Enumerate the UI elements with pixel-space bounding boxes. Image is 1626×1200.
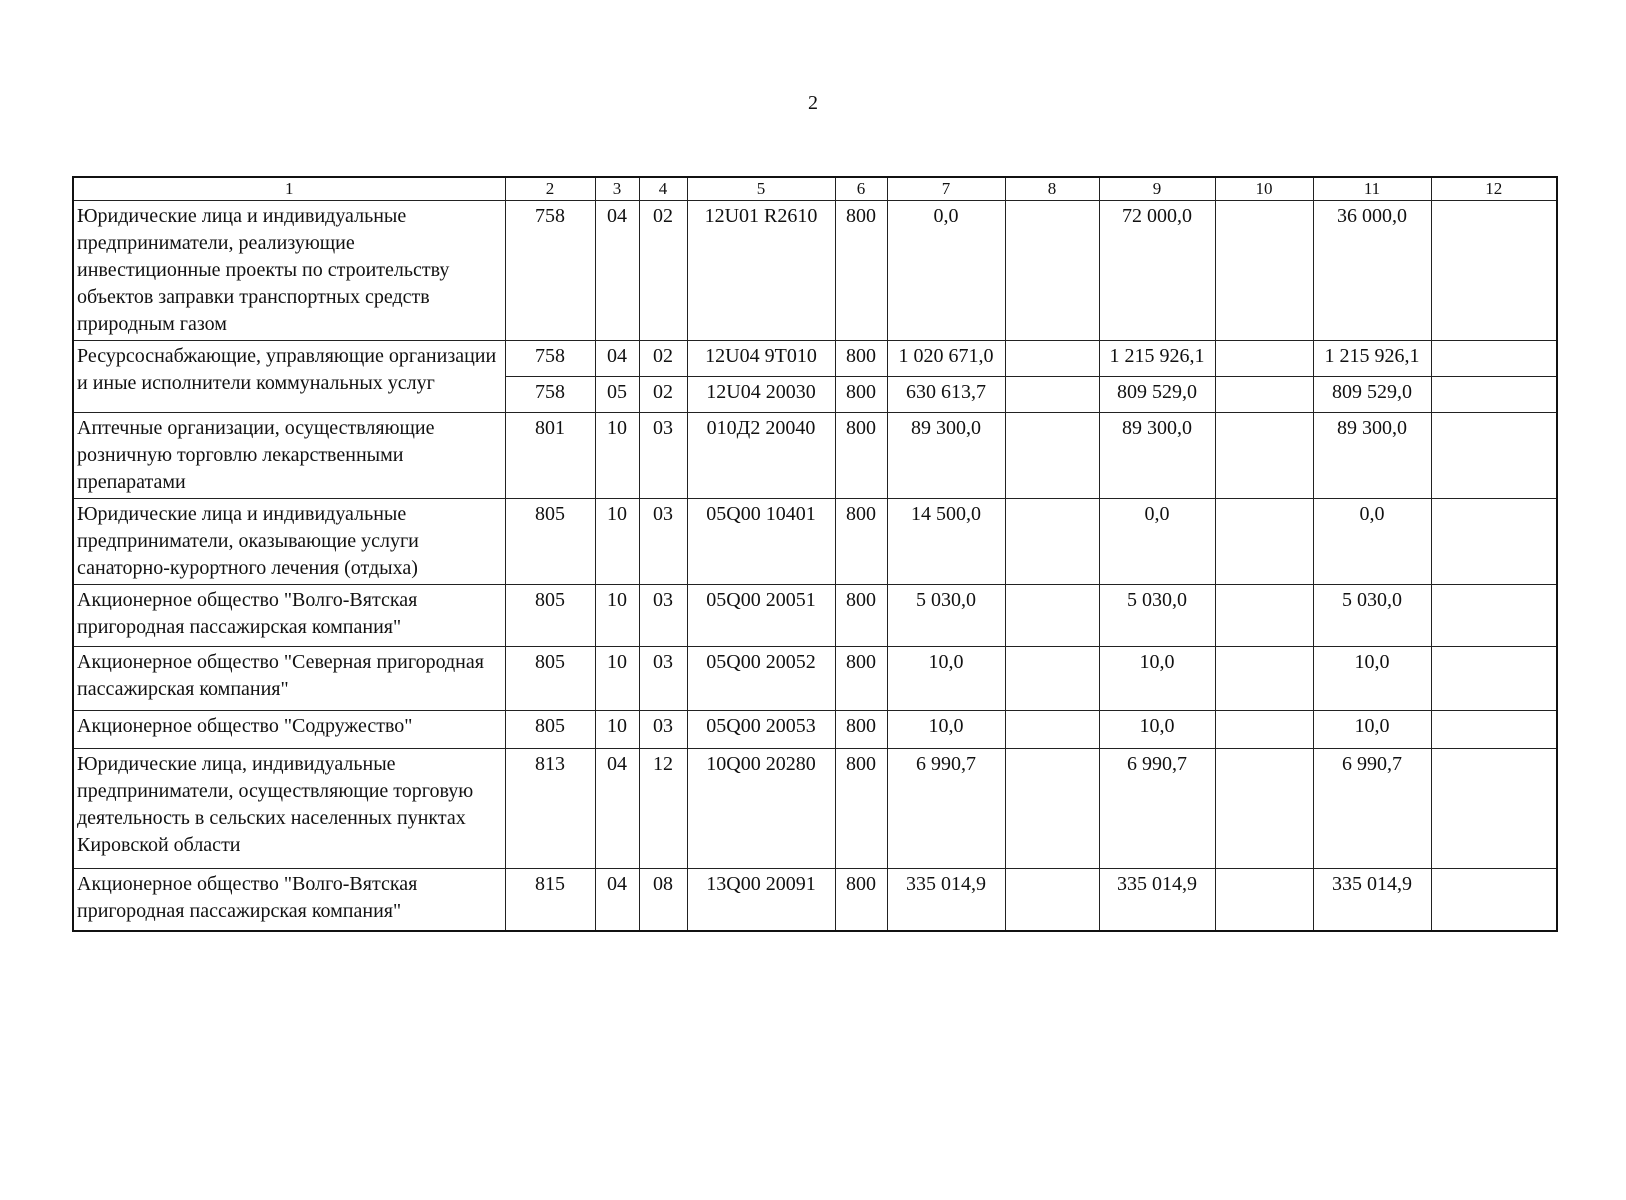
cell-col-11: 5 030,0 [1313, 585, 1431, 647]
cell-col-3: 04 [595, 201, 639, 341]
cell-col-8 [1005, 499, 1099, 585]
cell-col-11: 6 990,7 [1313, 749, 1431, 869]
cell-col-9: 335 014,9 [1099, 869, 1215, 931]
cell-col-10 [1215, 711, 1313, 749]
cell-col-11: 10,0 [1313, 711, 1431, 749]
cell-col-2: 805 [505, 711, 595, 749]
cell-col-6: 800 [835, 647, 887, 711]
cell-col-5: 12U04 20030 [687, 377, 835, 413]
cell-col-9: 10,0 [1099, 647, 1215, 711]
cell-col-2: 758 [505, 201, 595, 341]
cell-col-10 [1215, 647, 1313, 711]
header-col-6: 6 [835, 177, 887, 201]
cell-col-12 [1431, 201, 1557, 341]
cell-col-12 [1431, 341, 1557, 377]
cell-col-2: 805 [505, 585, 595, 647]
cell-col-6: 800 [835, 711, 887, 749]
table-body [73, 201, 1557, 931]
cell-col-6: 800 [835, 341, 887, 377]
table-row [73, 711, 1557, 749]
table-row [73, 869, 1557, 931]
cell-col-11: 335 014,9 [1313, 869, 1431, 931]
cell-col-4: 02 [639, 201, 687, 341]
table-row [73, 413, 1557, 499]
header-row [73, 177, 1557, 201]
cell-col-3: 05 [595, 377, 639, 413]
cell-col-4: 02 [639, 377, 687, 413]
cell-col-8 [1005, 711, 1099, 749]
cell-col-8 [1005, 341, 1099, 377]
table-row [73, 499, 1557, 585]
cell-col-5: 010Д2 20040 [687, 413, 835, 499]
cell-col-7: 335 014,9 [887, 869, 1005, 931]
cell-col-5: 05Q00 20051 [687, 585, 835, 647]
recipient-name-cell: Акционерное общество "Волго-Вятская пригородная пассажирская компания" [73, 585, 505, 647]
cell-col-12 [1431, 749, 1557, 869]
cell-col-9: 0,0 [1099, 499, 1215, 585]
cell-col-3: 10 [595, 585, 639, 647]
table-row [73, 341, 1557, 377]
cell-col-10 [1215, 585, 1313, 647]
cell-col-2: 813 [505, 749, 595, 869]
cell-col-3: 10 [595, 647, 639, 711]
cell-col-9: 809 529,0 [1099, 377, 1215, 413]
cell-col-11: 1 215 926,1 [1313, 341, 1431, 377]
cell-col-3: 04 [595, 749, 639, 869]
cell-col-4: 03 [639, 647, 687, 711]
cell-col-10 [1215, 377, 1313, 413]
cell-col-5: 10Q00 20280 [687, 749, 835, 869]
cell-col-9: 72 000,0 [1099, 201, 1215, 341]
cell-col-4: 03 [639, 413, 687, 499]
cell-col-5: 05Q00 20053 [687, 711, 835, 749]
cell-col-4: 03 [639, 585, 687, 647]
cell-col-11: 89 300,0 [1313, 413, 1431, 499]
cell-col-2: 805 [505, 647, 595, 711]
cell-col-5: 12U04 9T010 [687, 341, 835, 377]
table-row [73, 585, 1557, 647]
cell-col-4: 12 [639, 749, 687, 869]
cell-col-3: 10 [595, 499, 639, 585]
header-col-9: 9 [1099, 177, 1215, 201]
cell-col-8 [1005, 585, 1099, 647]
cell-col-6: 800 [835, 499, 887, 585]
recipient-name-cell: Ресурсоснабжающие, управляющие организации и иные исполнители коммунальных услуг [73, 341, 505, 413]
cell-col-5: 13Q00 20091 [687, 869, 835, 931]
budget-table [72, 176, 1558, 932]
header-col-8: 8 [1005, 177, 1099, 201]
cell-col-7: 630 613,7 [887, 377, 1005, 413]
cell-col-7: 1 020 671,0 [887, 341, 1005, 377]
cell-col-10 [1215, 413, 1313, 499]
cell-col-2: 815 [505, 869, 595, 931]
cell-col-12 [1431, 377, 1557, 413]
cell-col-10 [1215, 341, 1313, 377]
cell-col-8 [1005, 647, 1099, 711]
cell-col-7: 0,0 [887, 201, 1005, 341]
cell-col-11: 0,0 [1313, 499, 1431, 585]
cell-col-12 [1431, 711, 1557, 749]
table-row [73, 201, 1557, 341]
recipient-name-cell: Акционерное общество "Содружество" [73, 711, 505, 749]
cell-col-11: 36 000,0 [1313, 201, 1431, 341]
cell-col-2: 805 [505, 499, 595, 585]
recipient-name-cell: Акционерное общество "Волго-Вятская пригородная пассажирская компания" [73, 869, 505, 931]
recipient-name-cell: Юридические лица и индивидуальные предприниматели, реализующие инвестиционные проекты по строительству объектов заправки транспортных средств природным газом [73, 201, 505, 341]
header-col-1: 1 [73, 177, 505, 201]
recipient-name-cell: Юридические лица, индивидуальные предприниматели, осуществляющие торговую деятельность в сельских населенных пунктах Кировской области [73, 749, 505, 869]
header-col-3: 3 [595, 177, 639, 201]
cell-col-4: 08 [639, 869, 687, 931]
cell-col-7: 10,0 [887, 647, 1005, 711]
cell-col-10 [1215, 499, 1313, 585]
page-number: 2 [808, 92, 818, 114]
header-col-10: 10 [1215, 177, 1313, 201]
cell-col-9: 10,0 [1099, 711, 1215, 749]
cell-col-11: 809 529,0 [1313, 377, 1431, 413]
cell-col-2: 758 [505, 341, 595, 377]
cell-col-7: 5 030,0 [887, 585, 1005, 647]
header-col-4: 4 [639, 177, 687, 201]
cell-col-6: 800 [835, 201, 887, 341]
cell-col-10 [1215, 201, 1313, 341]
cell-col-5: 05Q00 10401 [687, 499, 835, 585]
header-col-7: 7 [887, 177, 1005, 201]
recipient-name-cell: Аптечные организации, осуществляющие розничную торговлю лекарственными препаратами [73, 413, 505, 499]
cell-col-7: 14 500,0 [887, 499, 1005, 585]
cell-col-12 [1431, 413, 1557, 499]
cell-col-9: 89 300,0 [1099, 413, 1215, 499]
cell-col-9: 5 030,0 [1099, 585, 1215, 647]
cell-col-10 [1215, 869, 1313, 931]
cell-col-8 [1005, 413, 1099, 499]
cell-col-12 [1431, 647, 1557, 711]
cell-col-9: 1 215 926,1 [1099, 341, 1215, 377]
header-col-5: 5 [687, 177, 835, 201]
recipient-name-cell: Юридические лица и индивидуальные предприниматели, оказывающие услуги санаторно-курортного лечения (отдыха) [73, 499, 505, 585]
cell-col-2: 801 [505, 413, 595, 499]
cell-col-2: 758 [505, 377, 595, 413]
cell-col-4: 03 [639, 711, 687, 749]
table-row [73, 749, 1557, 869]
cell-col-4: 02 [639, 341, 687, 377]
cell-col-3: 10 [595, 711, 639, 749]
cell-col-6: 800 [835, 377, 887, 413]
cell-col-8 [1005, 201, 1099, 341]
cell-col-12 [1431, 499, 1557, 585]
cell-col-5: 12U01 R2610 [687, 201, 835, 341]
cell-col-12 [1431, 869, 1557, 931]
cell-col-7: 6 990,7 [887, 749, 1005, 869]
cell-col-3: 10 [595, 413, 639, 499]
cell-col-6: 800 [835, 749, 887, 869]
table-row [73, 647, 1557, 711]
cell-col-3: 04 [595, 869, 639, 931]
cell-col-6: 800 [835, 585, 887, 647]
cell-col-5: 05Q00 20052 [687, 647, 835, 711]
cell-col-3: 04 [595, 341, 639, 377]
cell-col-10 [1215, 749, 1313, 869]
cell-col-8 [1005, 749, 1099, 869]
cell-col-4: 03 [639, 499, 687, 585]
cell-col-6: 800 [835, 869, 887, 931]
recipient-name-cell: Акционерное общество "Северная пригородная пассажирская компания" [73, 647, 505, 711]
cell-col-9: 6 990,7 [1099, 749, 1215, 869]
cell-col-6: 800 [835, 413, 887, 499]
cell-col-8 [1005, 869, 1099, 931]
cell-col-11: 10,0 [1313, 647, 1431, 711]
header-col-11: 11 [1313, 177, 1431, 201]
cell-col-8 [1005, 377, 1099, 413]
cell-col-7: 89 300,0 [887, 413, 1005, 499]
cell-col-12 [1431, 585, 1557, 647]
header-col-12: 12 [1431, 177, 1557, 201]
cell-col-7: 10,0 [887, 711, 1005, 749]
header-col-2: 2 [505, 177, 595, 201]
